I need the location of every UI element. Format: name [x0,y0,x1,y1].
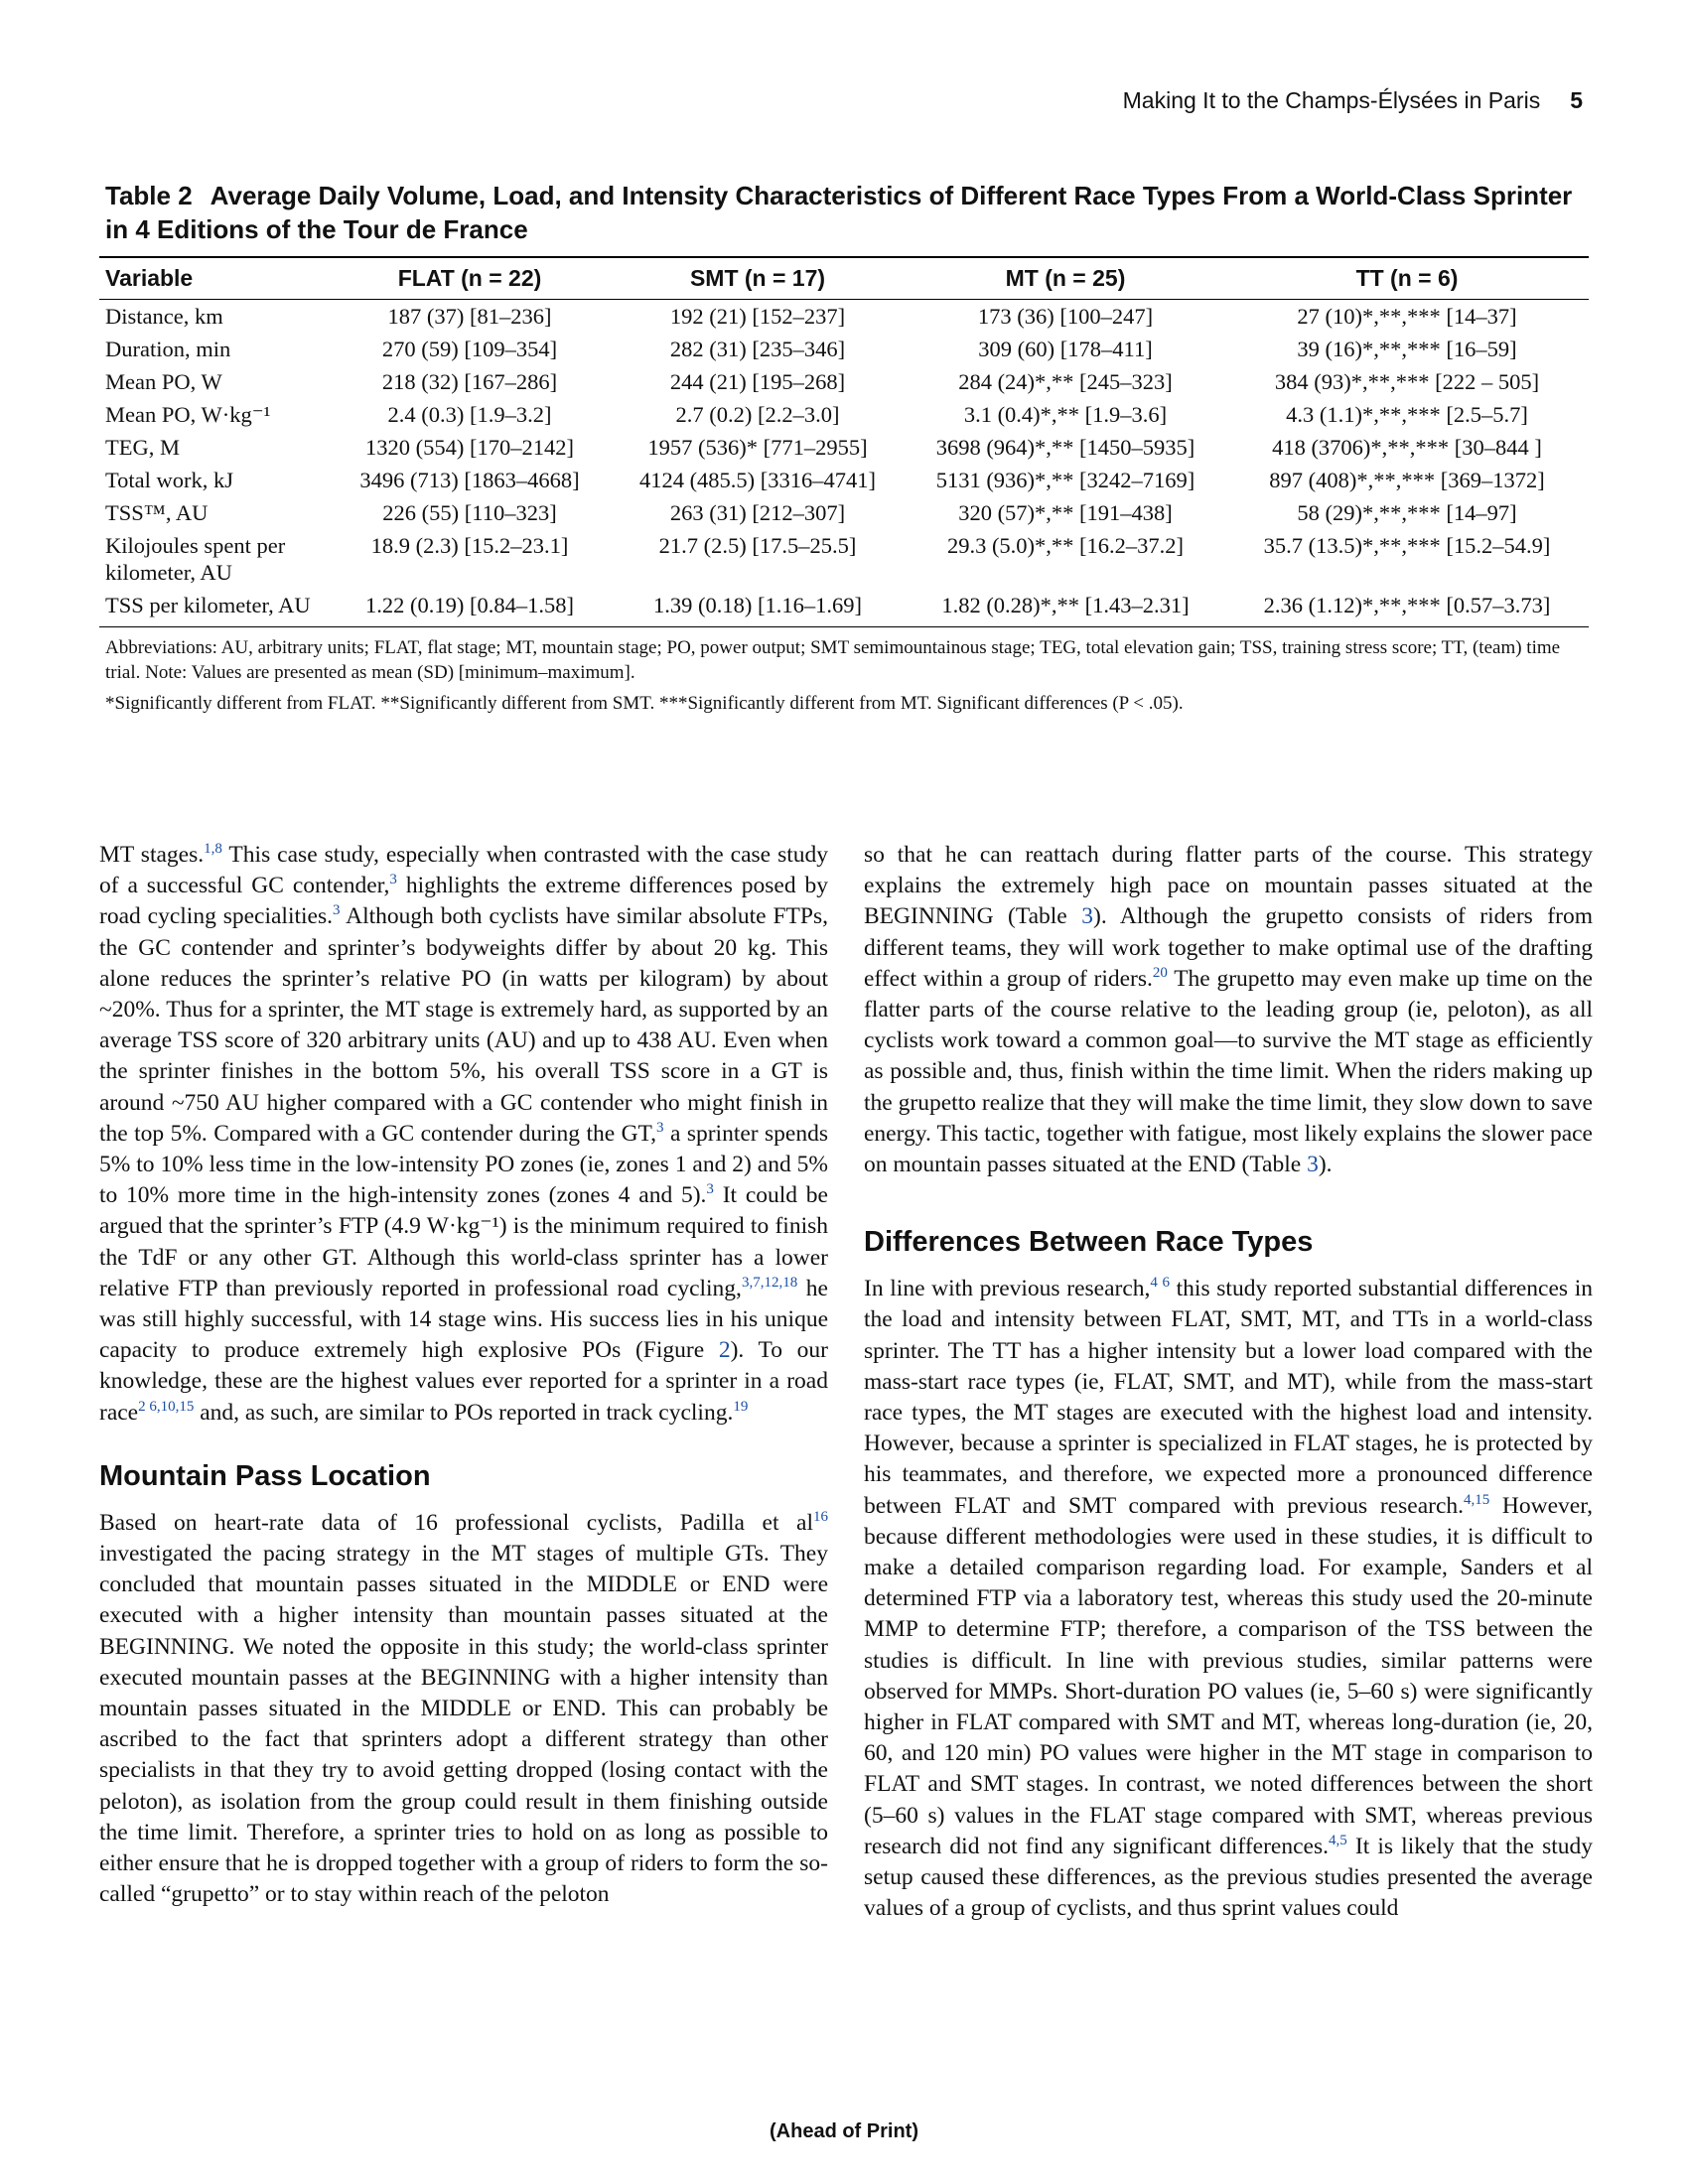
cell-variable: Kilojoules spent per kilometer, AU [105,533,286,585]
table-row [99,333,1589,365]
table-row [99,398,1589,431]
cell-flat: 187 (37) [81–236] [387,304,552,329]
cell-tt: 39 (16)*,**,*** [16–59] [1297,337,1517,361]
cell-flat: 226 (55) [110–323] [382,500,557,525]
cell-mt: 29.3 (5.0)*,** [16.2–37.2] [946,533,1185,558]
table-link[interactable]: 3 [1307,1152,1319,1178]
cell-variable: Mean PO, W [105,369,222,394]
cell-variable: TSS per kilometer, AU [105,593,311,617]
cell-mt: 320 (57)*,** [191–438] [958,500,1173,525]
cell-tt: 384 (93)*,**,*** [222 – 505] [1274,369,1540,394]
table-abbreviations: Abbreviations: AU, arbitrary units; FLAT, flat stage; MT, mountain stage; PO, power output; SMT semimountainous stage; TEG, total elevation gain; TSS, training stress score; TT, (team) time trial. Note: Values are presented as mean (SD) [minimum–maximum]. [105,637,1561,683]
citation-link[interactable]: 2 6,10,15 [138,1398,195,1415]
cell-flat: 1320 (554) [170–2142] [365,435,574,460]
cell-variable: Total work, kJ [105,468,234,492]
table-caption [105,179,1589,246]
citation-link[interactable]: 20 [1152,964,1168,981]
body-paragraph: In line with previous research,$^{4 6}$ this study reported substantial differences in the load and intensity between FLAT, SMT, MT, and TTs in a world-class sprinter. The TT has a higher intensity but a lower load compared with the mass-start race types (ie, FLAT, SMT, and MT), while from the mass-start race types, the MT stages are executed with the highest load and intensity. However, because a sprinter is specialized in FLAT stages, he is protected by his teammates, and therefore, we expected more a pronounced difference between FLAT and SMT compared with previous research.$^{4,15}$ However, because different methodologies were used in these studies, it is difficult to make a detailed comparison regarding load. For example, Sanders et al determined FTP via a laboratory test, whereas this study used the 20-minute MMP to determine FTP; therefore, a comparison of the TSS between the studies is difficult. In line with previous studies, similar patterns were observed for MMPs. Short-duration PO values (ie, 5–60 s) were significantly higher in FLAT compared with SMT and MT, whereas long-duration (ie, 20, 60, and 120 min) PO values were higher in the MT stage in comparison to FLAT and SMT stages. In contrast, we noted differences between the short (5–60 s) values in the FLAT stage compared with SMT, whereas previous research did not find any significant differences.$^{4,5}$ It is likely that the study setup caused these differences, as the previous studies presented the average values of a group of cyclists, and thus sprint values could [864,1275,1593,1922]
table-row [99,589,1589,627]
table-row [99,300,1589,334]
cell-smt: 192 (21) [152–237] [669,304,846,329]
figure-link[interactable]: 2 [718,1337,731,1364]
table-link[interactable]: 3 [1081,903,1093,930]
table-row [99,529,1589,589]
cell-smt: 1.39 (0.18) [1.16–1.69] [653,593,862,617]
cell-tt: 35.7 (13.5)*,**,*** [15.2–54.9] [1263,533,1551,558]
cell-variable: Distance, km [105,304,223,329]
cell-flat: 3496 (713) [1863–4668] [359,468,580,492]
cell-variable: Mean PO, W·kg⁻¹ [105,402,271,427]
cell-mt: 284 (24)*,** [245–323] [958,369,1173,394]
body-paragraph: Based on heart-rate data of 16 professional cyclists, Padilla et $al^{16}$ investigated the pacing strategy in the MT stages of multiple GTs. They concluded that mountain passes situated in the MIDDLE or END were executed with a higher intensity than mountain passes situated at the BEGINNING. We noted the opposite in this study; the world-class sprinter executed mountain passes at the BEGINNING with a higher intensity than mountain passes situated in the MIDDLE or END. This can probably be ascribed to the fact that sprinters adopt a different strategy than other specialists in that they try to avoid getting dropped (losing contact with the peloton), as isolation from the group could result in them finishing outside the time limit. Therefore, a sprinter tries to hold on as long as possible to either ensure that he is dropped together with a group of riders to form the so-called “grupetto” or to stay within reach of the peloton [99,1509,828,1908]
running-head-title: Making It to the Champs-Élysées in Paris [1122,87,1541,113]
page-number: 5 [1570,87,1583,113]
cell-smt: 263 (31) [212–307] [669,500,846,525]
cell-smt: 2.7 (0.2) [2.2–3.0] [675,402,840,427]
cell-tt: 2.36 (1.12)*,**,*** [0.57–3.73] [1263,593,1551,617]
header-variable: Variable [105,265,194,291]
cell-variable: Duration, min [105,337,231,361]
section-heading-differences-between-race-types: Differences Between Race Types [864,1226,1314,1259]
citation-link[interactable]: 4,15 [1464,1491,1490,1508]
table-title: Average Daily Volume, Load, and Intensity Characteristics of Different Race Types From a World-Class Sprinter in 4 Editions of the Tour de France [105,181,1573,244]
cell-flat: 1.22 (0.19) [0.84–1.58] [365,593,574,617]
cell-flat: 2.4 (0.3) [1.9–3.2] [387,402,552,427]
citation-link[interactable]: 1,8 [204,841,222,858]
citation-link[interactable]: 3,7,12,18 [741,1275,798,1292]
cell-smt: 244 (21) [195–268] [669,369,846,394]
right-column [864,840,1593,1925]
cell-tt: 418 (3706)*,**,*** [30–844 ] [1272,435,1542,460]
table-label: Table 2 [105,181,193,210]
data-table [99,256,1589,627]
table-row [99,365,1589,398]
cell-variable: TSS™, AU [105,500,209,525]
table-2 [99,179,1589,722]
citation-link[interactable]: 3 [389,872,397,888]
citation-link[interactable]: 4,5 [1328,1833,1347,1849]
cell-mt: 1.82 (0.28)*,** [1.43–2.31] [941,593,1190,617]
cell-variable: TEG, M [105,435,180,460]
citation-link[interactable]: 19 [733,1398,749,1415]
citation-link[interactable]: 16 [813,1509,828,1526]
cell-tt: 4.3 (1.1)*,**,*** [2.5–5.7] [1286,402,1528,427]
header-flat: FLAT (n = 22) [397,265,542,291]
cell-smt: 282 (31) [235–346] [669,337,846,361]
cell-mt: 5131 (936)*,** [3242–7169] [935,468,1196,492]
citation-link[interactable]: 3 [706,1181,714,1198]
citation-link[interactable]: 3 [333,902,341,919]
body-paragraph: so that he can reattach during flatter parts of the course. This strategy explains the extremely high pace on mountain passes situated at the BEGINNING (Table 3). Although the grupetto consists of riders from different teams, they will work together to make optimal use of the drafting effect within a group of riders.$^{20}$ The grupetto may even make up time on the flatter parts of the course relative to the leading group (ie, peloton), as all cyclists work toward a common goal—to survive the MT stage as efficiently as possible and, thus, finish within the time limit. When the riders making up the grupetto realize that they will make the time limit, they slow down to save energy. This tactic, together with fatigue, most likely explains the slower pace on mountain passes situated at the END (Table 3). [864,842,1593,1178]
cell-smt: 4124 (485.5) [3316–4741] [638,468,877,492]
left-column [99,840,828,1911]
cell-mt: 3.1 (0.4)*,** [1.9–3.6] [963,402,1168,427]
header-tt: TT (n = 6) [1355,265,1459,291]
header-mt: MT (n = 25) [1005,265,1126,291]
citation-link[interactable]: 4 6 [1150,1275,1170,1292]
cell-tt: 27 (10)*,**,*** [14–37] [1297,304,1517,329]
citation-link[interactable]: 3 [656,1120,664,1136]
page-footer: (Ahead of Print) [770,2120,918,2142]
table-row [99,464,1589,496]
table-significance-note: *Significantly different from FLAT. **Significantly different from SMT. ***Significantly different from MT. Significant differences (P < .05). [105,693,1184,714]
cell-flat: 18.9 (2.3) [15.2–23.1] [370,533,569,558]
cell-mt: 309 (60) [178–411] [978,337,1153,361]
cell-mt: 173 (36) [100–247] [977,304,1154,329]
table-row [99,431,1589,464]
cell-mt: 3698 (964)*,** [1450–5935] [935,435,1196,460]
table-header-row [99,257,1589,300]
running-head [1123,87,1583,114]
section-heading-mountain-pass-location: Mountain Pass Location [99,1459,431,1492]
table-footnotes [105,635,1589,716]
cell-tt: 897 (408)*,**,*** [369–1372] [1269,468,1545,492]
header-smt: SMT (n = 17) [689,265,826,291]
table-row [99,496,1589,529]
cell-smt: 21.7 (2.5) [17.5–25.5] [658,533,857,558]
cell-tt: 58 (29)*,**,*** [14–97] [1297,500,1517,525]
cell-flat: 218 (32) [167–286] [381,369,558,394]
cell-flat: 270 (59) [109–354] [381,337,558,361]
body-paragraph: MT stages.$^{1,8}$ This case study, especially when contrasted with the case study of a successful GC contender,$^3$ highlights the extreme differences posed by road cycling specialities.$^3$ Although both cyclists have similar absolute FTPs, the GC contender and sprinter’s bodyweights differ by about 20 kg. This alone reduces the sprinter’s relative PO (in watts per kilogram) by about ~20%. Thus for a sprinter, the MT stage is extremely hard, as supported by an average TSS score of 320 arbitrary units (AU) and up to 438 AU. Even when the sprinter finishes in the bottom 5%, his overall TSS score in a GT is around ~750 AU higher compared with a GC contender who might finish in the top 5%. Compared with a GC contender during the GT,$^3$ a sprinter spends 5% to 10% less time in the low-intensity PO zones (ie, zones 1 and 2) and 5% to 10% more time in the high-intensity zones (zones 4 and 5).$^3$ It could be argued that the sprinter’s FTP (4.9 W·kg⁻¹) is the minimum required to finish the TdF or any other GT. Although this world-class sprinter has a lower relative FTP than previously reported in professional road cycling,$^{3,7,12,18}$ he was still highly successful, with 14 stage wins. His success lies in his unique capacity to produce extremely high explosive POs (Figure 2). To our knowledge, these are the highest values ever reported for a sprinter in a road race$^{2 6,10,15}$ and, as such, are similar to POs reported in track cycling.$^{19}$ [99,841,829,1426]
cell-smt: 1957 (536)* [771–2955] [647,435,868,460]
